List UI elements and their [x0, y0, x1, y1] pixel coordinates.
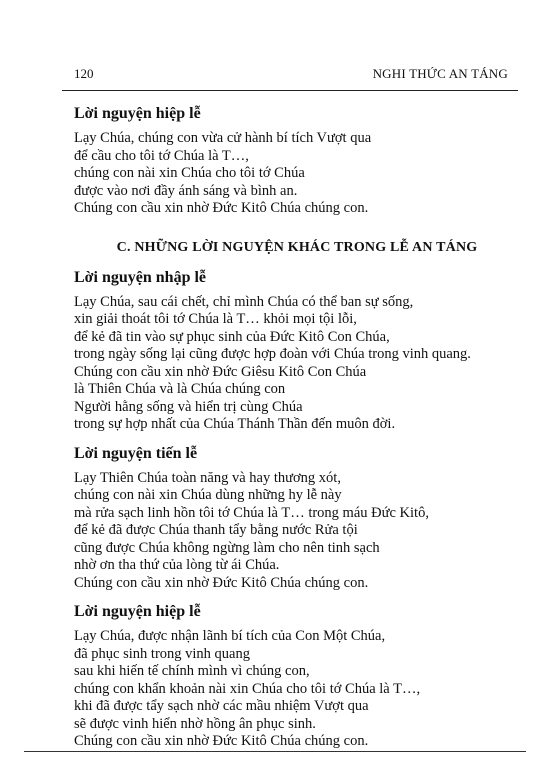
prayer-line: Chúng con cầu xin nhờ Đức Kitô Chúa chúng con.: [74, 733, 369, 749]
prayer-line: nhờ ơn tha thứ của lòng từ ái Chúa.: [74, 557, 280, 573]
prayer-line: để kẻ đã tin vào sự phục sinh của Đức Kitô Con Chúa,: [74, 328, 390, 345]
prayer-heading: Lời nguyện hiệp lễ: [74, 603, 201, 620]
prayer-line: Lạy Chúa, sau cái chết, chỉ mình Chúa có thể ban sự sống,: [74, 293, 414, 310]
header-divider: [62, 90, 518, 91]
prayer-line: sẽ được vinh hiển nhờ hồng ân phục sinh.: [74, 715, 316, 732]
prayer-heading: Lời nguyện hiệp lễ: [74, 105, 201, 122]
prayer-line: xin giải thoát tôi tớ Chúa là T… khỏi mọi tội lỗi,: [74, 311, 357, 327]
prayer-line: để cầu cho tôi tớ Chúa là T…,: [74, 147, 249, 164]
running-title: NGHI THỨC AN TÁNG: [372, 66, 508, 81]
prayer-line: mà rửa sạch linh hồn tôi tớ Chúa là T… trong máu Đức Kitô,: [74, 504, 429, 521]
prayer-line: chúng con nài xin Chúa cho tôi tớ Chúa: [74, 165, 305, 181]
prayer-line: Lạy Chúa, chúng con vừa cử hành bí tích Vượt qua: [74, 130, 372, 146]
prayer-line: được vào nơi đầy ánh sáng và bình an.: [74, 182, 298, 199]
prayer-line: Chúng con cầu xin nhờ Đức Kitô Chúa chúng con.: [74, 200, 369, 216]
footer-divider: [24, 751, 526, 752]
prayer-line: Lạy Chúa, được nhận lãnh bí tích của Con Một Chúa,: [74, 628, 386, 644]
prayer-line: Chúng con cầu xin nhờ Đức Kitô Chúa chúng con.: [74, 574, 369, 591]
prayer-line: sau khi hiến tế chính mình vì chúng con,: [74, 663, 310, 679]
prayer-block-communion-1: [74, 104, 520, 218]
prayer-line: Lạy Thiên Chúa toàn năng và hay thương xót,: [74, 469, 341, 486]
prayer-line: trong sự hợp nhất của Chúa Thánh Thần đến muôn đời.: [74, 416, 396, 432]
prayer-line: khi đã được tẩy sạch nhờ các mầu nhiệm Vượt qua: [74, 698, 369, 714]
prayer-line: chúng con khẩn khoản nài xin Chúa cho tôi tớ Chúa là T…,: [74, 680, 421, 697]
prayer-block-opening: [74, 268, 520, 434]
prayer-line: Chúng con cầu xin nhờ Đức Giêsu Kitô Con Chúa: [74, 363, 367, 380]
page-header: [74, 66, 508, 84]
prayer-heading: Lời nguyện nhập lễ: [74, 268, 207, 286]
prayer-block-offertory: [74, 444, 520, 593]
prayer-block-communion-2: [74, 602, 520, 751]
page-number: 120: [74, 66, 94, 81]
prayer-line: trong ngày sống lại cũng được hợp đoàn với Chúa trong vinh quang.: [74, 346, 471, 362]
section-title: C. NHỮNG LỜI NGUYỆN KHÁC TRONG LỄ AN TÁNG: [116, 239, 478, 255]
prayer-line: để kẻ đã được Chúa thanh tẩy bằng nước Rửa tội: [74, 522, 358, 538]
prayer-line: đã phục sinh trong vinh quang: [74, 645, 250, 662]
page-content: [74, 104, 520, 761]
prayer-line: Người hằng sống và hiển trị cùng Chúa: [74, 398, 303, 415]
prayer-line: chúng con nài xin Chúa dùng những hy lễ này: [74, 487, 342, 503]
prayer-heading: Lời nguyện tiến lễ: [74, 444, 198, 462]
prayer-line: là Thiên Chúa và là Chúa chúng con: [74, 381, 286, 397]
prayer-line: cũng được Chúa không ngừng làm cho nên tinh sạch: [74, 539, 380, 556]
